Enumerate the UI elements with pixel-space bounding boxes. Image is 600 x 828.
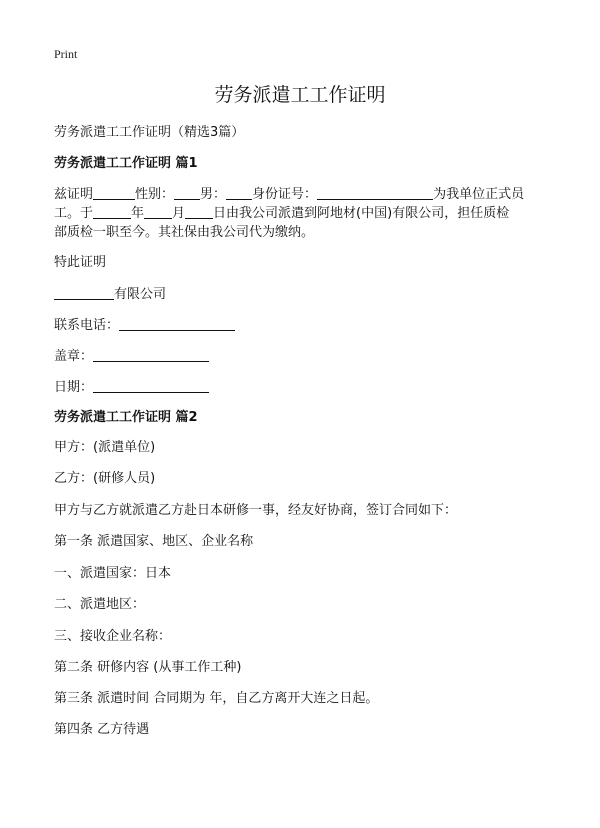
special-certify: 特此证明: [54, 255, 107, 270]
company-blank: [54, 286, 114, 300]
certificate-line-1: [54, 183, 524, 202]
certificate-line-3: 部质检一职至今。其社保由我公司代为缴纳。: [54, 225, 315, 240]
phone-label: 联系电话：: [54, 318, 120, 333]
company-line: [54, 283, 166, 302]
date-blank: [93, 379, 209, 393]
article-1: 第一条 派遣国家、地区、企业名称: [54, 534, 254, 549]
year-blank: [93, 205, 131, 219]
seal-line: [54, 345, 209, 364]
document-subtitle: 劳务派遣工工作证明（精选3篇）: [54, 125, 245, 140]
party-b: 乙方：(研修人员): [54, 471, 156, 486]
day-blank: [185, 205, 213, 219]
male-blank: [226, 186, 252, 200]
phone-blank: [119, 317, 235, 331]
article-2: 第二条 研修内容 (从事工作工种): [54, 660, 242, 675]
company-suffix: 有限公司: [114, 287, 167, 302]
phone-line: [54, 314, 235, 333]
article-4: 第四条 乙方待遇: [54, 722, 150, 737]
article-1-item-3: 三、接收企业名称：: [54, 629, 172, 644]
month-blank: [144, 205, 172, 219]
seal-label: 盖章：: [54, 349, 94, 364]
seal-blank: [93, 348, 209, 362]
party-a: 甲方：(派遣单位): [54, 440, 156, 455]
date-line: [54, 376, 209, 395]
article-1-item-2: 二、派遣地区：: [54, 597, 146, 612]
text-month: 月: [172, 206, 186, 221]
text-on: 工。于: [54, 206, 94, 221]
text-employee: 为我单位正式员: [433, 187, 525, 202]
text-dispatch: 日由我公司派遣到阿地材(中国)有限公司，担任质检: [213, 206, 510, 221]
text-male: 男：: [200, 187, 227, 202]
name-blank: [93, 186, 135, 200]
section1-heading: 劳务派遣工工作证明 篇1: [54, 156, 198, 171]
article-1-item-1: 一、派遣国家：日本: [54, 566, 172, 581]
article-3: 第三条 派遣时间 合同期为 年，自乙方离开大连之日起。: [54, 691, 379, 706]
text-gender: 性别：: [135, 187, 175, 202]
text-certify: 兹证明: [54, 187, 94, 202]
certificate-line-2: [54, 202, 509, 221]
text-id-number: 身份证号：: [252, 187, 318, 202]
id-number-blank: [317, 186, 433, 200]
contract-intro: 甲方与乙方就派遣乙方赴日本研修一事，经友好协商，签订合同如下：: [54, 503, 458, 518]
section2-heading: 劳务派遣工工作证明 篇2: [54, 410, 198, 425]
date-label: 日期：: [54, 380, 94, 395]
page-title: 劳务派遣工工作证明: [214, 84, 386, 106]
text-year: 年: [131, 206, 145, 221]
print-label: Print: [54, 47, 78, 61]
gender-blank: [174, 186, 200, 200]
